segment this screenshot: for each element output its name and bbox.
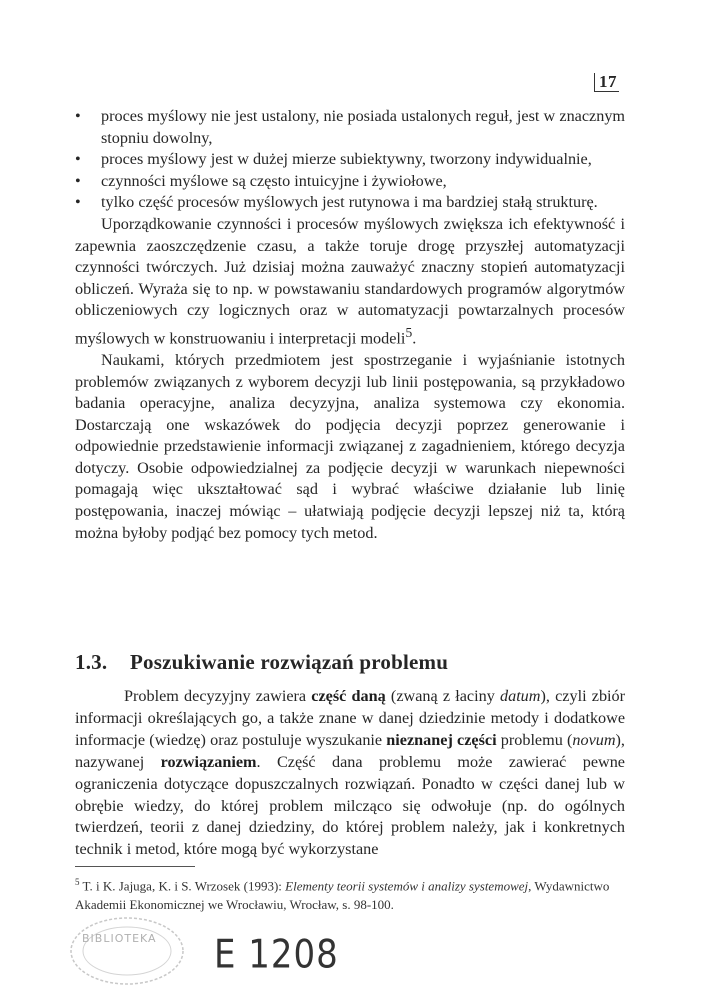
section-heading — [75, 650, 448, 675]
page-number: 17 — [594, 73, 619, 92]
bullet-icon: • — [75, 107, 81, 125]
footnote-marker: 5 — [75, 877, 80, 887]
bullet-list — [75, 106, 625, 214]
paragraph-decision-sciences: Naukami, których przedmiotem jest spostrzeganie i wyjaśnianie istotnych problemów związanych z wyborem decyzji lub linii postępowania, są przykładowo badania operacyjne, analiza decyzyjna, analiza systemowa czy ekonomia. Dostarczają one wskazówek do podjęcia decyzji poprzez generowanie i odpowiednie przedstawienie informacji związanej z zagadnieniem, którego decyzja dotyczy. Osobie odpowiedzialnej za podjęcie decyzji w warunkach niepewności pomagają więc ukształtować sąd i wybrać właściwe działanie lub linię postępowania, inaczej mówiąc – ułatwiają podjęcie decyzji lepszej niż ta, którą można byłoby podjąć bez pomocy tych metod. — [75, 350, 625, 542]
library-stamp-icon — [68, 915, 186, 987]
list-item: • tylko część procesów myślowych jest rutynowa i ma bardziej stałą strukturę. — [75, 192, 625, 214]
body-text — [75, 106, 625, 544]
stamp-text: BIBLIOTEKA — [82, 932, 157, 945]
section-title: Poszukiwanie rozwiązań problemu — [130, 650, 449, 674]
paragraph-automation: Uporządkowanie czynności i procesów myślowych zwiększa ich efektywność i zapewnia zaoszczędzenie czasu, a także toruje drogę przyszłej automatyzacji czynności twórczych. Już dzisiaj można zauważyć znaczny stopień automatyzacji obliczeń. Wyraża się to np. w powstawaniu standardowych programów algorytmów obliczeniowych czy logicznych oraz w automatyzacji powtarzalnych procesów myślowych w konstruowaniu i interpretacji modeli$^5$. — [75, 214, 625, 348]
section-number: 1.3. — [75, 650, 108, 674]
bullet-icon: • — [75, 150, 81, 169]
list-item: • czynności myślowe są często intuicyjne i żywiołowe, — [75, 171, 625, 193]
list-item: • proces myślowy nie jest ustalony, nie posiada ustalonych reguł, jest w znacznym stopniu dowolny, — [75, 107, 625, 147]
paragraph-decision-problem: Problem decyzyjny zawiera część daną (zwaną z łaciny datum), czyli zbiór informacji określających go, a także znane w danej dziedzinie metody i dodatkowe informacje (wiedzę) oraz postuluje wyszukanie nieznanej części problemu (novum), nazywanej rozwiązaniem. Część dana problemu może zawierać pewne ograniczenia dotyczące dopuszczalnych rozwiązań. Ponadto w części danej lub w obrębie wiedzy, do której problem milcząco się odwołuje (np. do ogólnych twierdzeń, teorii z danej dziedziny, do której problem należy, jak i konkretnych technik i metod, które mogą być wykorzystane — [75, 687, 626, 859]
bullet-icon: • — [75, 171, 81, 190]
footnote: $^5$ T. i K. Jajuga, K. i S. Wrzosek (1993): Elementy teorii systemów i analizy systemowej, Wydawnictwo Akademii Ekonomicznej we Wrocławiu, Wrocław, s. 98-100. — [75, 877, 610, 913]
handwritten-inventory-number: E 1208 — [214, 932, 339, 978]
section-body — [75, 686, 625, 861]
bullet-icon: • — [75, 193, 81, 212]
list-item: • proces myślowy jest w dużej mierze subiektywny, tworzony indywidualnie, — [75, 149, 625, 171]
footnote-divider — [75, 866, 195, 867]
footnote-reference: 5 — [405, 324, 413, 340]
